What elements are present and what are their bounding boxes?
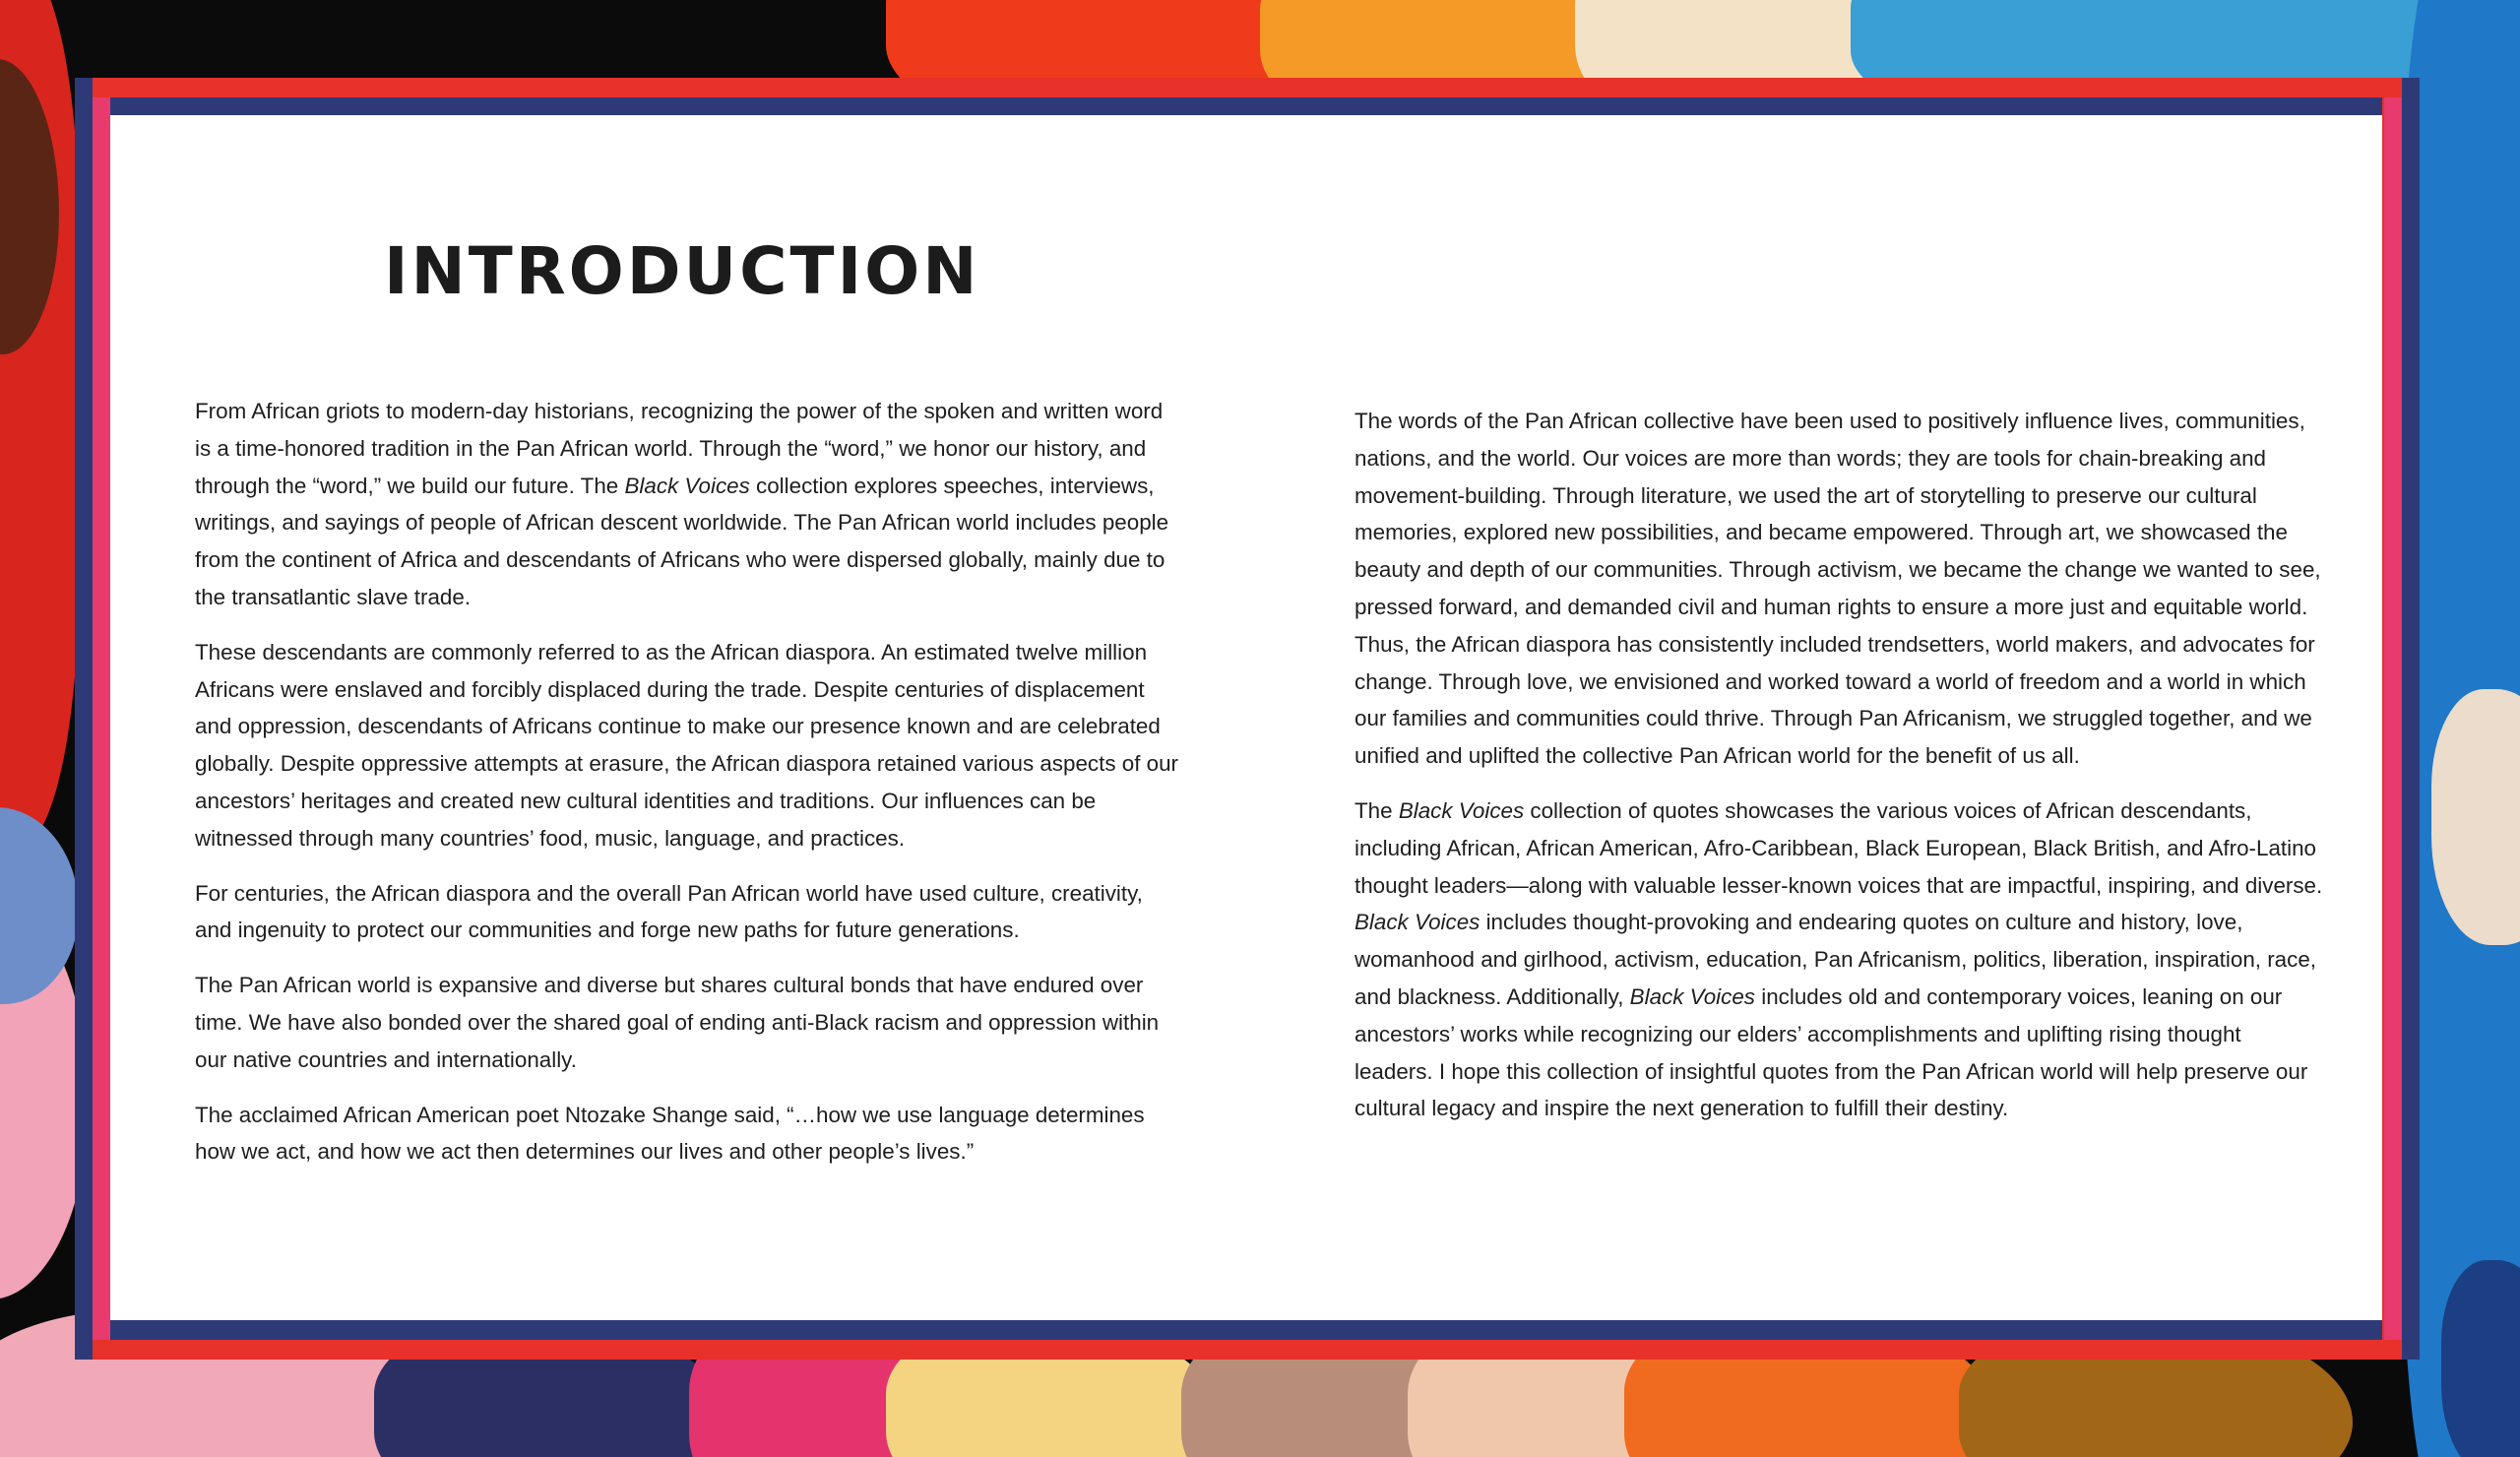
page-title: INTRODUCTION	[384, 233, 980, 309]
left-column	[195, 393, 1179, 1188]
frame-left-pink	[93, 97, 110, 1340]
paint-right-navy	[2441, 1260, 2520, 1457]
italic-title: Black Voices	[1398, 797, 1525, 823]
frame-top-navy	[110, 97, 2382, 115]
left-paragraph-4: The Pan African world is expansive and diverse but shares cultural bonds that have endured over time. We have also bonded over the shared goal of ending anti-Black racism and oppression within our native countries and internationally.	[195, 973, 1160, 1072]
text-span: collection explores speeches, interviews, writings, and sayings of people of African descent worldwide. The Pan African world includes people from the continent of Africa and descendants of Africans who were dispersed globally, mainly due to the transatlantic slave trade.	[195, 473, 1169, 609]
left-paragraph-5: The acclaimed African American poet Ntozake Shange said, “…how we use language determines how we act, and how we act then determines our lives and other people’s lives.”	[195, 1102, 1145, 1165]
left-paragraph-2: These descendants are commonly referred to as the African diaspora. An estimated twelve million Africans were enslaved and forcibly displaced during the trade. Despite centuries of displacement and oppression, descendants of Africans continue to make our presence known and are celebrated globally. Despite oppressive attempts at erasure, the African diaspora retained various aspects of our ancestors’ heritages and created new cultural identities and traditions. Our influences can be witnessed through many countries’ food, music, language, and practices.	[195, 639, 1178, 851]
right-paragraph-2	[1354, 792, 2324, 1127]
document-page	[110, 115, 2382, 1320]
text-span: The	[1354, 797, 1399, 823]
text-span: includes thought-provoking and endearing quotes on culture and history, love, womanhood and girlhood, activism, education, Pan Africanism, politics, liberation, inspiration, race, and blackness. Additionally,	[1354, 910, 2316, 1009]
italic-title: Black Voices	[1629, 983, 1756, 1009]
right-paragraph-1: The words of the Pan African collective have been used to positively influence lives, communities, nations, and the world. Our voices are more than words; they are tools for chain-breaking and movement-building. Through literature, we used the art of storytelling to preserve our cultural memories, explored new possibilities, and became empowered. Through art, we showcased the beauty and depth of our communities. Through activism, we became the change we wanted to see, pressed forward, and demanded civil and human rights to ensure a more just and equitable world. Thus, the African diaspora has consistently included trendsetters, world makers, and advocates for change. Through love, we envisioned and worked toward a world of freedom and a world in which our families and communities could thrive. Through Pan Africanism, we struggled together, and we unified and uplifted the collective Pan African world for the benefit of us all.	[1354, 409, 2321, 769]
paint-right-cream	[2431, 689, 2520, 945]
italic-title: Black Voices	[624, 473, 750, 498]
frame-right-navy	[2402, 78, 2420, 1360]
text-span: includes old and contemporary voices, leaning on our ancestors’ works while recognizing our elders’ accomplishments and uplifting rising thought leaders. I hope this collection of insightful quotes from the Pan African world will help preserve our cultural legacy and inspire the next generation to fulfill their destiny.	[1354, 983, 2308, 1121]
left-paragraph-1	[195, 393, 1179, 616]
italic-title: Black Voices	[1354, 910, 1480, 935]
right-column	[1354, 403, 2324, 1145]
frame-left-navy	[75, 78, 93, 1360]
text-span: collection of quotes showcases the various voices of African descendants, including African, African American, Afro-Caribbean, Black European, Black British, and Afro-Latino thought leaders—along with valuable lesser-known voices that are impactful, inspiring, and diverse.	[1354, 797, 2323, 898]
frame-bottom-navy	[110, 1320, 2382, 1340]
text-span: From African griots to modern-day historians, recognizing the power of the spoken and written word is a time-honored tradition in the Pan African world. Through the “word,” we honor our history, and through the “word,” we build our future. The	[195, 399, 1164, 498]
frame-right-pink	[2384, 97, 2402, 1340]
left-paragraph-3: For centuries, the African diaspora and the overall Pan African world have used culture, creativity, and ingenuity to protect our communities and forge new paths for future generations.	[195, 880, 1143, 943]
